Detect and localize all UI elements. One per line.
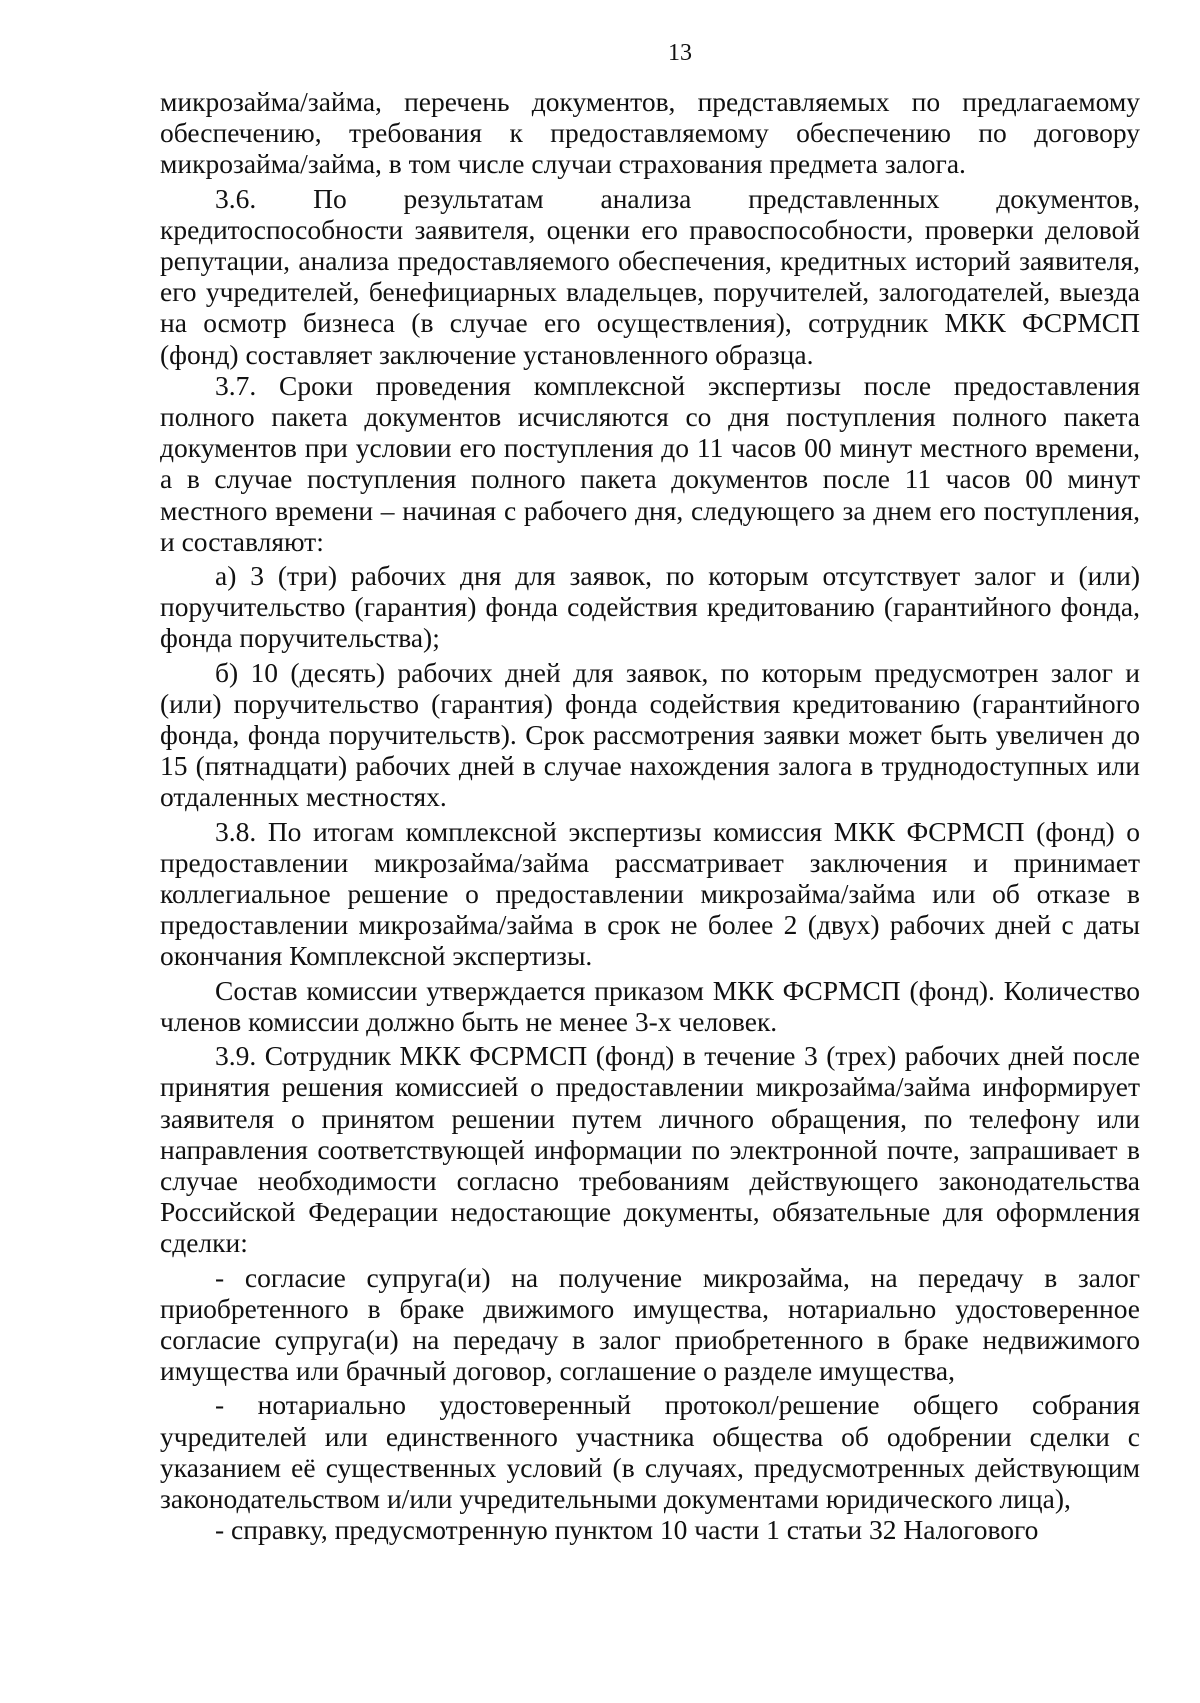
paragraph-3-8: 3.8. По итогам комплексной экспертизы комиссия МКК ФСРМСП (фонд) о предоставлении микрозайма/займа рассматривает заключения и принимает коллегиальное решение о предоставлении микрозайма/займа или об отказе в предоставлении микрозайма/займа в срок не более 2 (двух) рабочих дней с даты окончания Комплексной экспертизы. [160, 815, 1140, 972]
paragraph-3-6: 3.6. По результатам анализа представленных документов, кредитоспособности заявителя, оценки его правоспособности, проверки деловой репутации, анализа предоставляемого обеспечения, кредитных историй заявителя, его учредителей, бенефициарных владельцев, поручителей, залогодателей, выезда на осмотр бизнеса (в случае его осуществления), сотрудник МКК ФСРМСП (фонд) составляет заключение установленного образца. [160, 182, 1140, 370]
paragraph-3-7: 3.7. Сроки проведения комплексной экспертизы после предоставления полного пакета документов исчисляются со дня поступления полного пакета документов при условии его поступления до 11 часов 00 минут местного времени, а в случае поступления полного пакета документов после 11 часов 00 минут местного времени – начиная с рабочего дня, следующего за днем его поступления, и составляют: [160, 369, 1140, 557]
paragraph-continuation: микрозайма/займа, перечень документов, представляемых по предлагаемому обеспечению, требования к предоставляемому обеспечению по договору микрозайма/займа, в том числе случаи страхования предмета залога. [160, 86, 1140, 180]
list-item-certificate: - справку, предусмотренную пунктом 10 части 1 статьи 32 Налогового [215, 1514, 1039, 1546]
paragraph-item-b: б) 10 (десять) рабочих дней для заявок, по которым предусмотрен залог и (или) поручительство (гарантия) фонда содействия кредитованию (гарантийного фонда, фонда поручительств). Срок рассмотрения заявки может быть увеличен до 15 (пятнадцати) рабочих дней в случае нахождения залога в труднодоступных или отдаленных местностях. [160, 656, 1140, 813]
paragraph-3-9: 3.9. Сотрудник МКК ФСРМСП (фонд) в течение 3 (трех) рабочих дней после принятия решения комиссией о предоставлении микрозайма/займа информирует заявителя о принятом решении путем личного обращения, по телефону или направления соответствующей информации по электронной почте, запрашивает в случае необходимости согласно требованиям действующего законодательства Российской Федерации недостающие документы, обязательные для оформления сделки: [160, 1040, 1140, 1259]
page-number: 13 [668, 40, 692, 66]
list-item-spouse-consent: - согласие супруга(и) на получение микрозайма, на передачу в залог приобретенного в браке движимого имущества, нотариально удостоверенное согласие супруга(и) на передачу в залог приобретенного в браке недвижимого имущества или брачный договор, соглашение о разделе имущества, [160, 1261, 1140, 1387]
list-item-protocol: - нотариально удостоверенный протокол/решение общего собрания учредителей или единственного участника общества об одобрении сделки с указанием её существенных условий (в случаях, предусмотренных действующим законодательством и/или учредительными документами юридического лица), [160, 1389, 1140, 1514]
paragraph-item-a: а) 3 (три) рабочих дня для заявок, по которым отсутствует залог и (или) поручительство (гарантия) фонда содействия кредитованию (гарантийного фонда, фонда поручительства); [160, 560, 1140, 654]
paragraph-commission: Состав комиссии утверждается приказом МКК ФСРМСП (фонд). Количество членов комиссии должно быть не менее 3-х человек. [160, 974, 1140, 1037]
